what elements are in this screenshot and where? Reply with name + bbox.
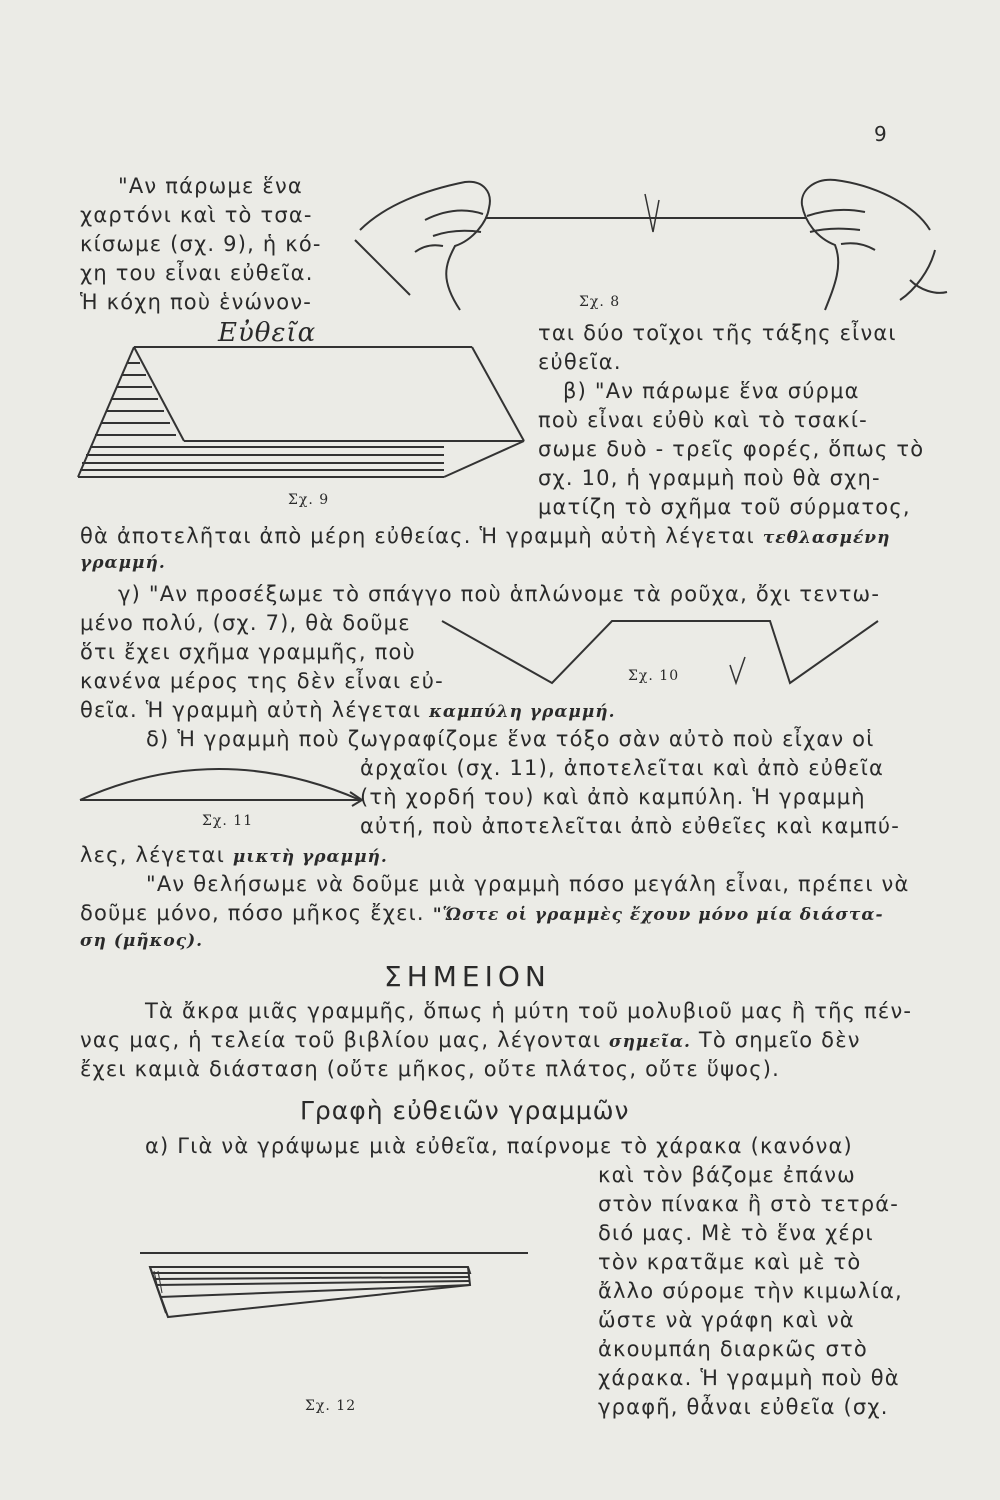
figure-11-bow <box>78 758 368 808</box>
grafi-col-7: ἀκουμπάη διαρκῶς στὸ <box>598 1337 868 1361</box>
section-title-grafi: Γραφὴ εὐθειῶν γραμμῶν <box>300 1096 630 1125</box>
figure-11-caption: Σχ. 11 <box>202 813 254 829</box>
delta-line-1: δ) Ἡ γραμμὴ ποὺ ζωγραφίζομε ἕνα τόξο σὰν αὐτὸ ποὺ εἶχαν οἱ <box>146 727 875 751</box>
intro-line-5: Ἡ κόχη ποὺ ἑνώνον- <box>80 290 313 314</box>
figure-8-hands-string <box>355 170 955 330</box>
length-line-2 <box>80 899 884 930</box>
semeion-line-2 <box>80 1026 861 1057</box>
section-title-semeion: ΣΗΜΕΙΟΝ <box>384 960 551 993</box>
figure-10-caption: Σχ. 10 <box>628 668 680 684</box>
semeion-text-post: Τὸ σημεῖο δὲν <box>698 1028 861 1052</box>
grafi-col-9: γραφῆ, θἆναι εὐθεῖα (σχ. <box>598 1395 889 1419</box>
intro-line-4: χη του εἶναι εὐθεῖα. <box>80 261 314 285</box>
figure-9-caption: Σχ. 9 <box>288 492 330 508</box>
term-semeia: σημεῖα. <box>609 1032 691 1052</box>
mikti-text: λες, λέγεται <box>80 843 226 867</box>
term-tethlasmeni: τεθλασμένη <box>762 528 891 548</box>
grafi-col-5: ἄλλο σύρομε τὴν κιμωλία, <box>598 1279 903 1303</box>
right-line-7: ματίζη τὸ σχῆμα τοῦ σύρματος, <box>538 495 911 519</box>
gamma-line-1: γ) "Αν προσέξωμε τὸ σπάγγο ποὺ ἁπλώνομε τὰ ροῦχα, ὄχι τεντω- <box>118 582 881 606</box>
length-rule-cont: ση (μῆκος). <box>80 931 204 951</box>
term-tethlasmeni-cont: γραμμή. <box>80 553 166 573</box>
right-line-5: σωμε δυὸ - τρεῖς φορές, ὅπως τὸ <box>538 437 925 461</box>
length-rule: "Ὥστε οἱ γραμμὲς ἔχουν μόνο μία διάστα- <box>432 905 884 925</box>
grafi-col-6: ὥστε νὰ γράφη καὶ νὰ <box>598 1308 855 1332</box>
semeion-line-1: Τὰ ἄκρα μιᾶς γραμμῆς, ὅπως ἡ μύτη τοῦ μολυβιοῦ μας ἢ τῆς πέν- <box>145 999 913 1023</box>
page-number: 9 <box>874 122 887 146</box>
grafi-col-2: στὸν πίνακα ἢ στὸ τετρά- <box>598 1192 900 1216</box>
grafi-col-3: διό μας. Μὲ τὸ ἕνα χέρι <box>598 1221 874 1245</box>
right-line-4: ποὺ εἶναι εὐθὺ καὶ τὸ τσακί- <box>538 408 868 432</box>
grafi-col-1: καὶ τὸν βάζομε ἐπάνω <box>598 1163 856 1187</box>
figure-9-folded-card <box>72 345 532 495</box>
kampyli-text: θεῖα. Ἡ γραμμὴ αὐτὴ λέγεται <box>80 698 422 722</box>
kampyli-line <box>80 696 616 727</box>
intro-line-2: χαρτόνι καὶ τὸ τσα- <box>80 203 313 227</box>
figure-8-caption: Σχ. 8 <box>579 294 621 310</box>
length-text: δοῦμε μόνο, πόσο μῆκος ἔχει. <box>80 901 425 925</box>
figure-12-caption: Σχ. 12 <box>305 1398 357 1414</box>
right-line-3: β) "Αν πάρωμε ἕνα σύρμα <box>563 379 860 403</box>
delta-line-3: (τὴ χορδή του) καὶ ἀπὸ καμπύλη. Ἡ γραμμὴ <box>360 785 866 809</box>
gamma-line-4: κανένα μέρος της δὲν εἶναι εὐ- <box>80 669 444 693</box>
gamma-line-2: μένο πολύ, (σχ. 7), θὰ δοῦμε <box>80 611 411 635</box>
figure-9-label: Εὐθεῖα <box>218 318 317 348</box>
gamma-line-3: ὅτι ἔχει σχῆμα γραμμῆς, ποὺ <box>80 640 416 664</box>
intro-line-1: "Αν πάρωμε ἕνα <box>118 174 303 198</box>
grafi-col-8: χάρακα. Ἡ γραμμὴ ποὺ θὰ <box>598 1366 900 1390</box>
semeion-line-3: ἔχει καμιὰ διάσταση (οὔτε μῆκος, οὔτε πλάτος, οὔτε ὕψος). <box>80 1057 780 1081</box>
tethlasmeni-text: θὰ ἀποτελῆται ἀπὸ μέρη εὐθείας. Ἡ γραμμὴ αὐτὴ λέγεται <box>80 524 755 548</box>
term-kampyli: καμπύλη γραμμή. <box>429 702 616 722</box>
semeion-text: νας μας, ἡ τελεία τοῦ βιβλίου μας, λέγονται <box>80 1028 602 1052</box>
grafi-line-1: α) Γιὰ νὰ γράψωμε μιὰ εὐθεῖα, παίρνομε τὸ χάρακα (κανόνα) <box>145 1134 853 1158</box>
term-mikti: μικτὴ γραμμή. <box>232 847 388 867</box>
figure-12-ruler <box>140 1245 540 1325</box>
delta-line-4: αὐτή, ποὺ ἀποτελεῖται ἀπὸ εὐθεῖες καὶ καμπύ- <box>360 814 901 838</box>
length-line-1: "Αν θελήσωμε νὰ δοῦμε μιὰ γραμμὴ πόσο μεγάλη εἶναι, πρέπει νὰ <box>146 872 910 896</box>
right-line-6: σχ. 10, ἡ γραμμὴ ποὺ θὰ σχη- <box>538 466 881 490</box>
intro-line-3: κίσωμε (σχ. 9), ἡ κό- <box>80 232 322 256</box>
right-line-1: ται δύο τοῖχοι τῆς τάξης εἶναι <box>538 321 897 345</box>
right-line-2: εὐθεῖα. <box>538 350 622 374</box>
tethlasmeni-line <box>80 522 890 553</box>
delta-line-2: ἀρχαῖοι (σχ. 11), ἀποτελεῖται καὶ ἀπὸ εὐθεῖα <box>360 756 885 780</box>
mikti-line <box>80 841 388 872</box>
grafi-col-4: τὸν κρατᾶμε καὶ μὲ τὸ <box>598 1250 862 1274</box>
